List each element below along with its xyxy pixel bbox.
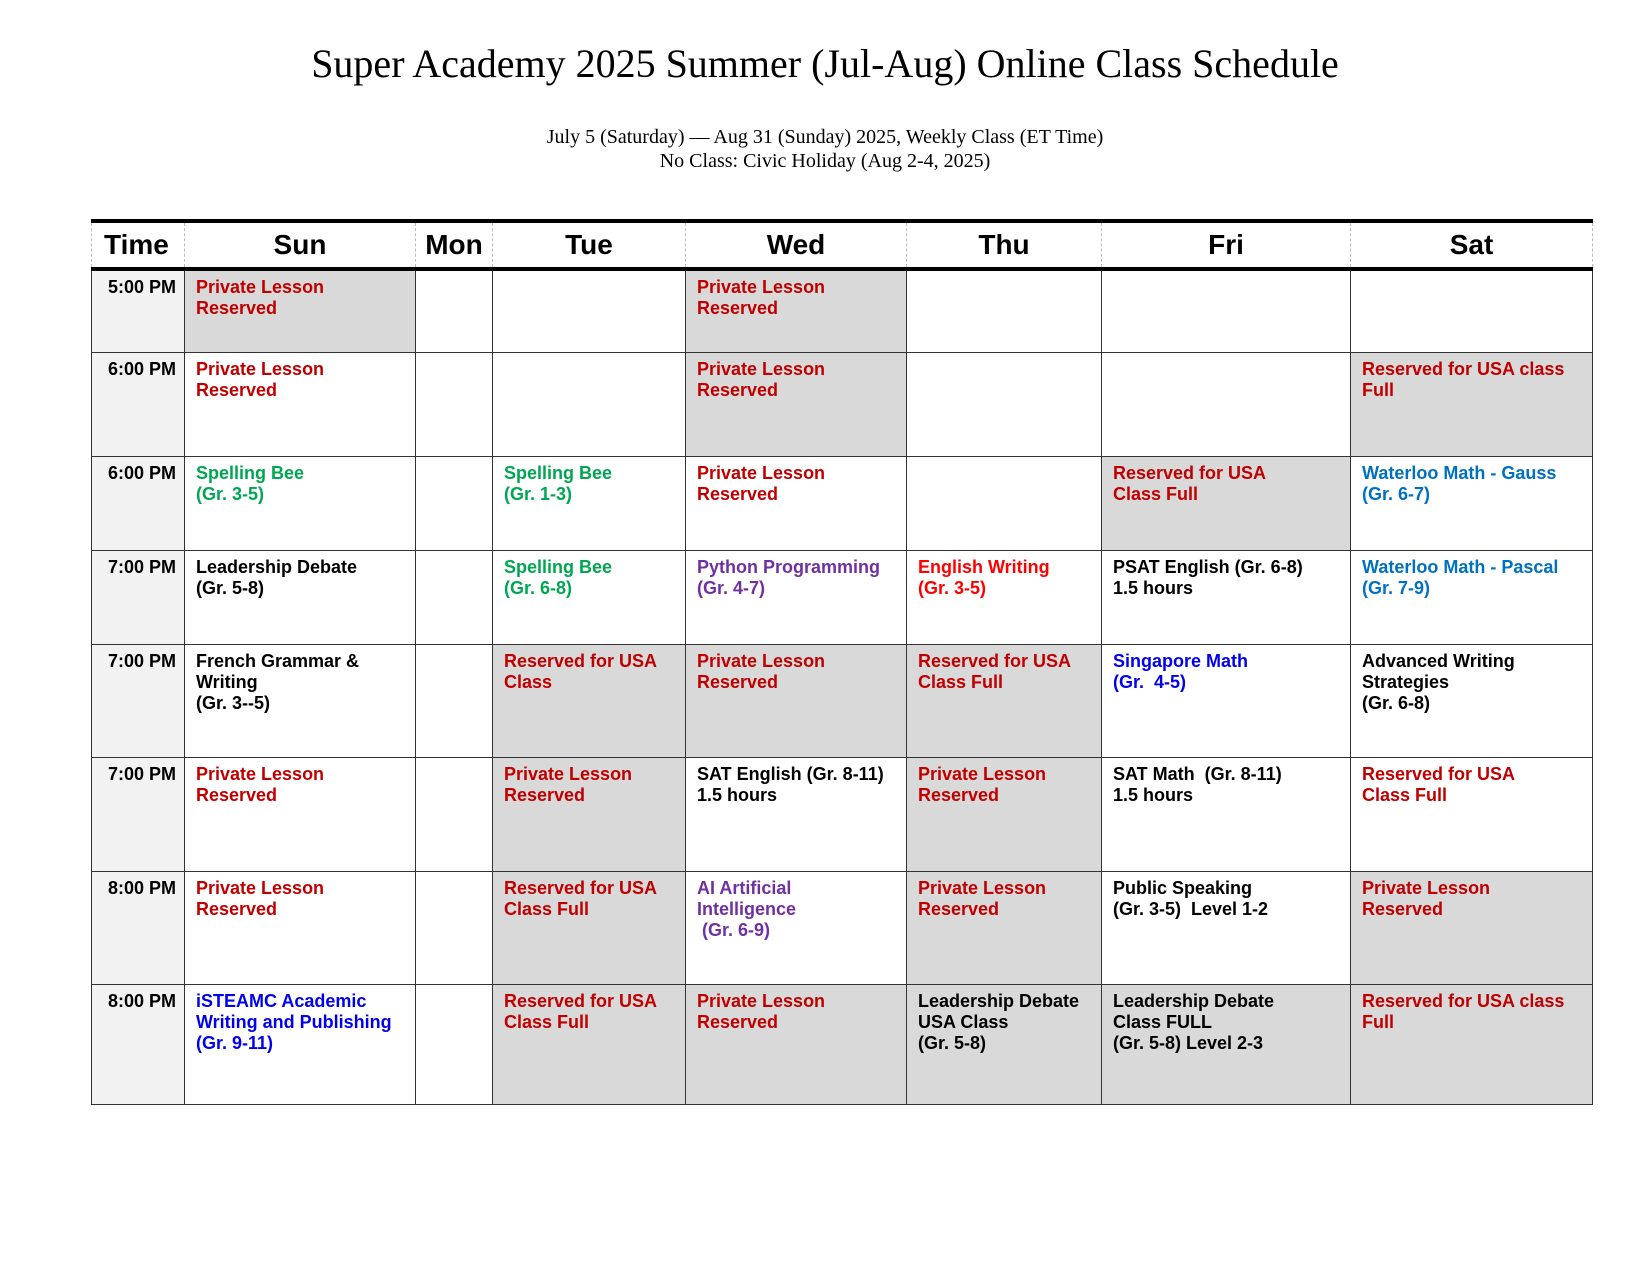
class-text: (Gr. 6-8) bbox=[1362, 692, 1431, 713]
schedule-cell-mon bbox=[416, 456, 493, 550]
column-header-sat: Sat bbox=[1351, 221, 1593, 269]
page-title: Super Academy 2025 Summer (Jul-Aug) Online Class Schedule bbox=[311, 41, 1339, 86]
class-text: iSTEAMC Academic bbox=[196, 990, 367, 1011]
schedule-cell-mon bbox=[416, 550, 493, 644]
column-header-tue: Tue bbox=[493, 221, 686, 269]
schedule-cell-thu bbox=[907, 757, 1102, 871]
class-text: Spelling Bee bbox=[504, 462, 613, 483]
class-text: (Gr. 4-5) bbox=[1113, 671, 1187, 692]
class-text: Leadership Debate bbox=[918, 990, 1080, 1011]
schedule-cell-thu bbox=[907, 456, 1102, 550]
time-cell: 6:00 PM bbox=[92, 352, 185, 456]
class-text: Reserved bbox=[697, 671, 779, 692]
class-text: (Gr. 7-9) bbox=[1362, 577, 1431, 598]
holiday-subtitle: No Class: Civic Holiday (Aug 2-4, 2025) bbox=[659, 150, 991, 172]
schedule-body bbox=[92, 269, 1593, 1104]
class-text: Reserved for USA class bbox=[1362, 358, 1565, 379]
class-text: Private Lesson bbox=[504, 763, 633, 784]
schedule-cell-sun bbox=[185, 550, 416, 644]
class-text: Class Full bbox=[1113, 483, 1199, 504]
schedule-cell-sun bbox=[185, 352, 416, 456]
class-text: Waterloo Math - Gauss bbox=[1362, 462, 1557, 483]
class-text: Private Lesson bbox=[196, 358, 325, 379]
class-text: Private Lesson bbox=[196, 277, 325, 297]
class-text: Private Lesson bbox=[1362, 877, 1491, 898]
schedule-cell-fri bbox=[1102, 352, 1351, 456]
class-text: (Gr. 6-9) bbox=[697, 919, 771, 940]
column-header-thu: Thu bbox=[907, 221, 1102, 269]
class-text: Reserved bbox=[504, 784, 586, 805]
schedule-cell-thu bbox=[907, 984, 1102, 1104]
schedule-cell-tue bbox=[493, 871, 686, 984]
schedule-cell-fri bbox=[1102, 550, 1351, 644]
schedule-cell-sat bbox=[1351, 550, 1593, 644]
schedule-cell-wed bbox=[686, 269, 907, 352]
table-row bbox=[92, 269, 1593, 352]
class-text: Full bbox=[1362, 379, 1394, 400]
schedule-cell-fri bbox=[1102, 757, 1351, 871]
schedule-cell-sat bbox=[1351, 871, 1593, 984]
class-text: SAT Math (Gr. 8-11) bbox=[1113, 763, 1282, 784]
schedule-cell-wed bbox=[686, 352, 907, 456]
header-row bbox=[92, 221, 1593, 269]
class-text: Class Full bbox=[504, 898, 590, 919]
schedule-cell-wed bbox=[686, 871, 907, 984]
class-text: (Gr. 9-11) bbox=[196, 1032, 274, 1053]
class-text: PSAT English (Gr. 6-8) bbox=[1113, 556, 1303, 577]
class-text: Private Lesson bbox=[697, 990, 826, 1011]
class-text: Writing bbox=[196, 671, 258, 692]
class-text: Class Full bbox=[504, 1011, 590, 1032]
schedule-cell-tue bbox=[493, 352, 686, 456]
schedule-cell-mon bbox=[416, 757, 493, 871]
schedule-cell-sun bbox=[185, 644, 416, 757]
class-text: Intelligence bbox=[697, 898, 797, 919]
class-text: (Gr. 3--5) bbox=[196, 692, 271, 713]
class-text: Private Lesson bbox=[697, 358, 826, 379]
schedule-cell-wed bbox=[686, 456, 907, 550]
table-row bbox=[92, 550, 1593, 644]
class-text: Class bbox=[504, 671, 553, 692]
schedule-cell-sat bbox=[1351, 644, 1593, 757]
class-text: Reserved bbox=[918, 898, 1000, 919]
table-row bbox=[92, 644, 1593, 757]
class-text: 1.5 hours bbox=[1113, 784, 1194, 805]
schedule-cell-mon bbox=[416, 269, 493, 352]
schedule-cell-sat bbox=[1351, 352, 1593, 456]
time-cell: 8:00 PM bbox=[92, 984, 185, 1104]
class-text: Writing and Publishing bbox=[196, 1011, 392, 1032]
class-text: Class FULL bbox=[1113, 1011, 1213, 1032]
class-text: English Writing bbox=[918, 556, 1050, 577]
schedule-cell-wed bbox=[686, 984, 907, 1104]
class-text: Class Full bbox=[1362, 784, 1448, 805]
class-text: Advanced Writing bbox=[1362, 650, 1515, 671]
class-text: Reserved for USA bbox=[504, 990, 658, 1011]
class-text: Reserved for USA bbox=[1113, 462, 1267, 483]
class-text: Reserved bbox=[697, 379, 779, 400]
schedule-cell-thu bbox=[907, 644, 1102, 757]
class-text: Leadership Debate bbox=[196, 556, 358, 577]
schedule-cell-fri bbox=[1102, 984, 1351, 1104]
schedule-cell-tue bbox=[493, 757, 686, 871]
class-text: Private Lesson bbox=[697, 650, 826, 671]
class-text: Reserved bbox=[196, 898, 278, 919]
class-text: Spelling Bee bbox=[504, 556, 613, 577]
schedule-cell-mon bbox=[416, 352, 493, 456]
class-text: Python Programming bbox=[697, 556, 881, 577]
class-text: Reserved bbox=[697, 483, 779, 504]
class-text: (Gr. 5-8) Level 2-3 bbox=[1113, 1032, 1264, 1053]
class-text: Private Lesson bbox=[918, 763, 1047, 784]
class-text: Reserved bbox=[918, 784, 1000, 805]
class-text: 1.5 hours bbox=[1113, 577, 1194, 598]
class-text: (Gr. 3-5) bbox=[918, 577, 987, 598]
schedule-cell-tue bbox=[493, 456, 686, 550]
schedule-cell-tue bbox=[493, 550, 686, 644]
time-cell: 7:00 PM bbox=[92, 644, 185, 757]
schedule-cell-sun bbox=[185, 757, 416, 871]
class-text: Waterloo Math - Pascal bbox=[1362, 556, 1559, 577]
schedule-cell-thu bbox=[907, 871, 1102, 984]
schedule-cell-fri bbox=[1102, 871, 1351, 984]
class-text: Strategies bbox=[1362, 671, 1450, 692]
class-text: Private Lesson bbox=[918, 877, 1047, 898]
schedule-cell-sun bbox=[185, 871, 416, 984]
class-text: (Gr. 6-7) bbox=[1362, 483, 1431, 504]
schedule-cell-sun bbox=[185, 984, 416, 1104]
class-text: French Grammar & bbox=[196, 650, 360, 671]
class-text: (Gr. 3-5) bbox=[196, 483, 265, 504]
schedule-cell-sat bbox=[1351, 757, 1593, 871]
class-text: Reserved bbox=[697, 1011, 779, 1032]
class-text: (Gr. 3-5) Level 1-2 bbox=[1113, 898, 1269, 919]
table-row bbox=[92, 871, 1593, 984]
class-text: (Gr. 5-8) bbox=[196, 577, 265, 598]
schedule-cell-fri bbox=[1102, 644, 1351, 757]
time-cell: 5:00 PM bbox=[92, 269, 185, 352]
schedule-cell-wed bbox=[686, 644, 907, 757]
column-header-mon: Mon bbox=[416, 221, 493, 269]
class-text: 1.5 hours bbox=[697, 784, 778, 805]
table-row bbox=[92, 984, 1593, 1104]
class-text: USA Class bbox=[918, 1011, 1009, 1032]
time-cell: 6:00 PM bbox=[92, 456, 185, 550]
class-text: Reserved bbox=[196, 784, 278, 805]
class-text: Public Speaking bbox=[1113, 877, 1253, 898]
time-cell: 7:00 PM bbox=[92, 550, 185, 644]
class-text: Spelling Bee bbox=[196, 462, 305, 483]
column-header-time: Time bbox=[92, 221, 185, 269]
schedule-cell-wed bbox=[686, 550, 907, 644]
class-text: SAT English (Gr. 8-11) bbox=[697, 763, 884, 784]
schedule-cell-sat bbox=[1351, 984, 1593, 1104]
column-header-fri: Fri bbox=[1102, 221, 1351, 269]
schedule-cell-thu bbox=[907, 550, 1102, 644]
class-text: Class Full bbox=[918, 671, 1004, 692]
schedule-table bbox=[91, 219, 1593, 1105]
schedule-cell-mon bbox=[416, 871, 493, 984]
table-row bbox=[92, 757, 1593, 871]
table-row bbox=[92, 456, 1593, 550]
class-text: (Gr. 4-7) bbox=[697, 577, 766, 598]
schedule-cell-tue bbox=[493, 269, 686, 352]
class-text: AI Artificial bbox=[697, 877, 792, 898]
class-text: Full bbox=[1362, 1011, 1394, 1032]
class-text: Reserved bbox=[697, 298, 779, 318]
class-text: (Gr. 6-8) bbox=[504, 577, 573, 598]
class-text: Private Lesson bbox=[697, 462, 826, 483]
date-range-subtitle: July 5 (Saturday) — Aug 31 (Sunday) 2025, Weekly Class (ET Time) bbox=[546, 126, 1104, 148]
schedule-cell-thu bbox=[907, 352, 1102, 456]
class-text: Private Lesson bbox=[697, 277, 826, 297]
schedule-cell-tue bbox=[493, 984, 686, 1104]
class-text: Singapore Math bbox=[1113, 650, 1249, 671]
table-row bbox=[92, 352, 1593, 456]
time-cell: 7:00 PM bbox=[92, 757, 185, 871]
class-text: Private Lesson bbox=[196, 763, 325, 784]
schedule-cell-mon bbox=[416, 644, 493, 757]
column-header-wed: Wed bbox=[686, 221, 907, 269]
class-text: Reserved bbox=[1362, 898, 1444, 919]
class-text: Reserved for USA bbox=[1362, 763, 1516, 784]
class-text: Reserved for USA bbox=[504, 877, 658, 898]
schedule-cell-sun bbox=[185, 269, 416, 352]
schedule-cell-sun bbox=[185, 456, 416, 550]
class-text: (Gr. 5-8) bbox=[918, 1032, 987, 1053]
class-text: Reserved for USA class bbox=[1362, 990, 1565, 1011]
class-text: Private Lesson bbox=[196, 877, 325, 898]
schedule-cell-fri bbox=[1102, 456, 1351, 550]
schedule-cell-tue bbox=[493, 644, 686, 757]
class-text: (Gr. 1-3) bbox=[504, 483, 573, 504]
class-text: Reserved for USA bbox=[504, 650, 658, 671]
schedule-cell-sat bbox=[1351, 269, 1593, 352]
schedule-cell-sat bbox=[1351, 456, 1593, 550]
schedule-cell-wed bbox=[686, 757, 907, 871]
class-text: Reserved bbox=[196, 379, 278, 400]
schedule-cell-mon bbox=[416, 984, 493, 1104]
column-header-sun: Sun bbox=[185, 221, 416, 269]
class-text: Leadership Debate bbox=[1113, 990, 1275, 1011]
class-text: Reserved for USA bbox=[918, 650, 1072, 671]
class-text: Reserved bbox=[196, 298, 278, 318]
schedule-cell-thu bbox=[907, 269, 1102, 352]
time-cell: 8:00 PM bbox=[92, 871, 185, 984]
schedule-cell-fri bbox=[1102, 269, 1351, 352]
